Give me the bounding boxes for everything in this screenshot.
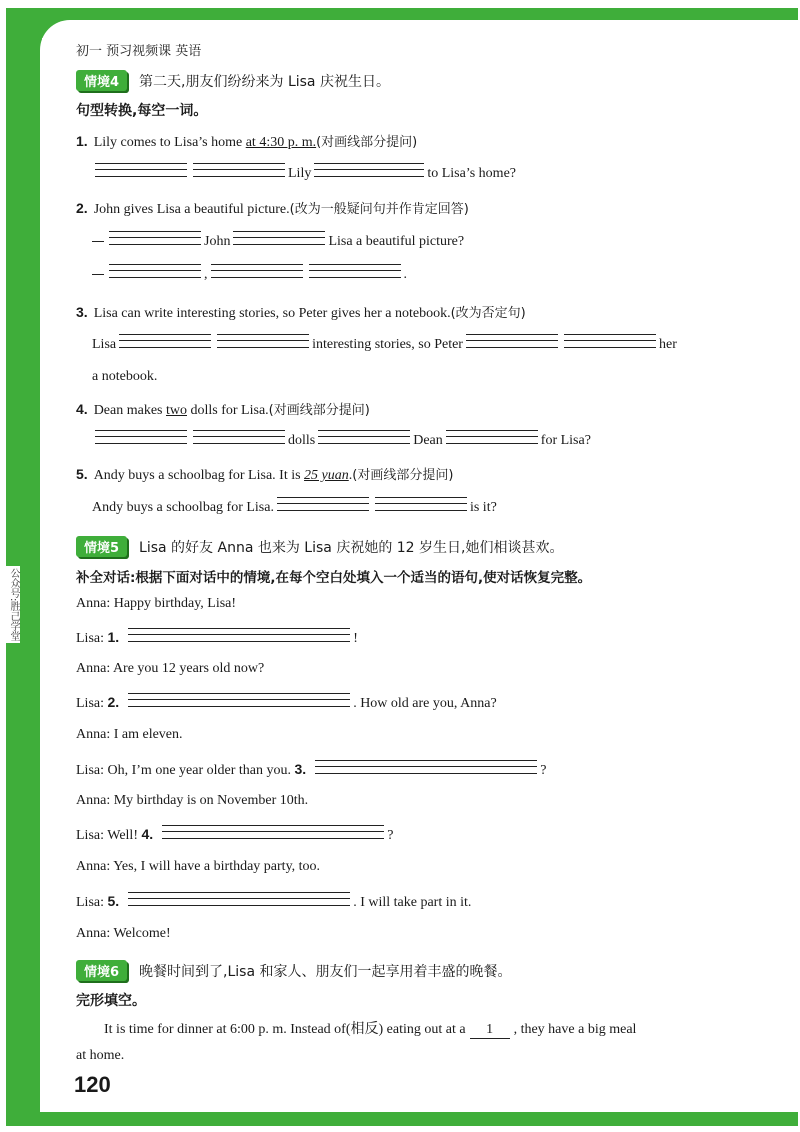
answer-blank[interactable]	[128, 628, 350, 642]
scene-4-instruction: 句型转换,每空一词。	[76, 103, 208, 119]
dialog-line: Lisa: 2. . How old are you, Anna?	[76, 694, 497, 711]
underlined-part: 25 yuan	[304, 468, 349, 483]
question-2-answer-1: John Lisa a beautiful picture?	[92, 231, 464, 250]
question-3: 3. Lisa can write interesting stories, so Peter gives her a notebook.(改为否定句)	[76, 304, 526, 321]
answer-blank[interactable]	[314, 163, 424, 177]
question-5: 5. Andy buys a schoolbag for Lisa. It is 25 yuan.(对画线部分提问)	[76, 466, 454, 483]
page-header: 初一 预习视频课 英语	[76, 44, 202, 59]
scene-5-text: Lisa 的好友 Anna 也来为 Lisa 庆祝她的 12 岁生日,她们相谈甚欢。	[139, 540, 564, 556]
dialog-line: Lisa: 1. !	[76, 629, 358, 646]
answer-blank[interactable]	[217, 334, 309, 348]
answer-blank[interactable]	[375, 497, 467, 511]
dialog-line: Anna: Yes, I will have a birthday party, too.	[76, 859, 321, 874]
answer-blank[interactable]	[277, 497, 369, 511]
question-2: 2. John gives Lisa a beautiful picture.(改为一般疑问句并作肯定回答)	[76, 200, 469, 217]
question-4-answer: dolls Dean for Lisa?	[92, 430, 591, 449]
question-number: 5.	[76, 466, 88, 482]
dialog-line: Anna: Happy birthday, Lisa!	[76, 596, 237, 611]
cloze-paragraph-cont: at home.	[76, 1048, 125, 1063]
scene-5-instruction: 补全对话:根据下面对话中的情境,在每个空白处填入一个适当的语句,使对话恢复完整。	[76, 570, 592, 586]
cloze-blank[interactable]: 1	[470, 1022, 510, 1039]
answer-blank[interactable]	[162, 825, 384, 839]
answer-blank[interactable]	[193, 163, 285, 177]
answer-blank[interactable]	[128, 693, 350, 707]
answer-blank[interactable]	[211, 264, 303, 278]
question-1-answer: Lily to Lisa’s home?	[92, 163, 516, 182]
scene-5	[76, 536, 564, 557]
scene-6-instruction: 完形填空。	[76, 993, 146, 1009]
dialog-line: Anna: Are you 12 years old now?	[76, 661, 265, 676]
dialog-line: Anna: I am eleven.	[76, 727, 183, 742]
dialog-line: Lisa: Oh, I’m one year older than you. 3. ?	[76, 761, 547, 778]
answer-blank[interactable]	[318, 430, 410, 444]
page-number: 120	[74, 1072, 111, 1097]
scene-6-text: 晚餐时间到了,Lisa 和家人、朋友们一起享用着丰盛的晚餐。	[139, 964, 512, 980]
scene-6	[76, 960, 512, 981]
answer-blank[interactable]	[233, 231, 325, 245]
question-number: 4.	[76, 401, 88, 417]
question-number: 3.	[76, 304, 88, 320]
question-4: 4. Dean makes two dolls for Lisa.(对画线部分提问)	[76, 401, 370, 418]
answer-blank[interactable]	[315, 760, 537, 774]
dialog-line: Anna: Welcome!	[76, 926, 171, 941]
answer-blank[interactable]	[466, 334, 558, 348]
question-1: 1. Lily comes to Lisa’s home at 4:30 p. m.(对画线部分提问)	[76, 133, 418, 150]
underlined-part: two	[166, 403, 187, 418]
answer-blank[interactable]	[193, 430, 285, 444]
answer-blank[interactable]	[95, 430, 187, 444]
side-watermark: 公众号:胜己学堂	[4, 566, 20, 643]
cloze-paragraph: It is time for dinner at 6:00 p. m. Instead of(相反) eating out at a 1 , they have a big meal	[104, 1022, 637, 1037]
dialog-line: Anna: My birthday is on November 10th.	[76, 793, 309, 808]
answer-blank[interactable]	[128, 892, 350, 906]
question-2-answer-2: , .	[92, 264, 407, 283]
answer-blank[interactable]	[95, 163, 187, 177]
question-3-answer-cont: a notebook.	[92, 369, 158, 384]
question-number: 1.	[76, 133, 88, 149]
dialog-line: Lisa: 5. . I will take part in it.	[76, 893, 472, 910]
question-5-answer: Andy buys a schoolbag for Lisa. is it?	[92, 497, 497, 516]
question-3-answer: Lisa interesting stories, so Peter her	[92, 334, 677, 353]
scene-6-tag: 情境6	[76, 960, 127, 981]
answer-blank[interactable]	[446, 430, 538, 444]
answer-blank[interactable]	[564, 334, 656, 348]
scene-4	[76, 70, 390, 91]
scene-4-text: 第二天,朋友们纷纷来为 Lisa 庆祝生日。	[139, 74, 390, 90]
answer-blank[interactable]	[109, 231, 201, 245]
answer-blank[interactable]	[309, 264, 401, 278]
answer-blank[interactable]	[119, 334, 211, 348]
answer-blank[interactable]	[109, 264, 201, 278]
scene-4-tag: 情境4	[76, 70, 127, 91]
underlined-part: at 4:30 p. m.	[245, 135, 317, 150]
dialog-line: Lisa: Well! 4. ?	[76, 826, 394, 843]
question-number: 2.	[76, 200, 88, 216]
scene-5-tag: 情境5	[76, 536, 127, 557]
